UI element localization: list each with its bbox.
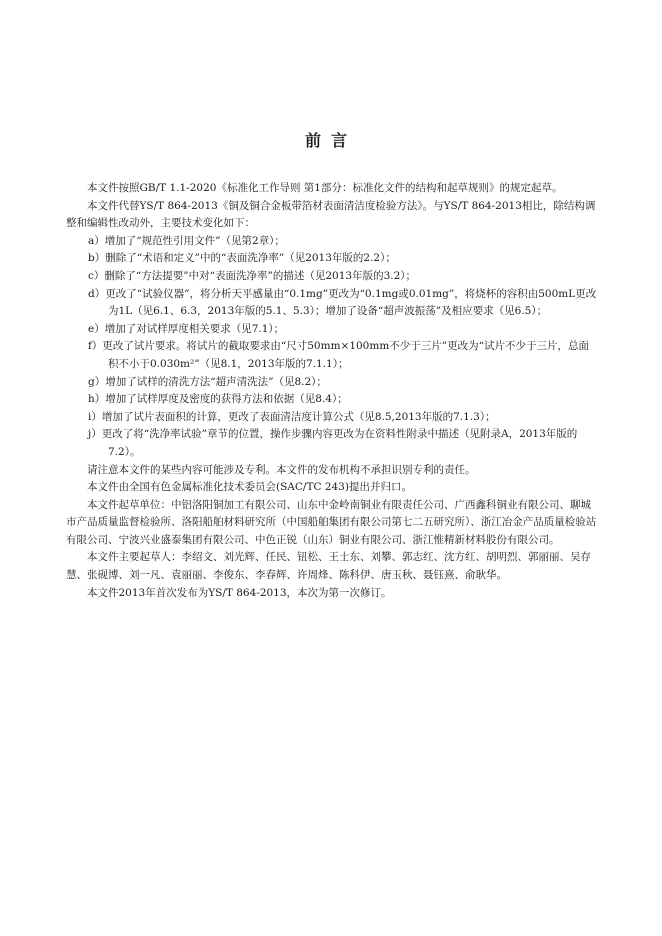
publication-history: 本文件2013年首次发布为YS/T 864-2013，本次为第一次修订。 xyxy=(87,586,392,599)
change-item-b: b）删除了“术语和定义”中的“表面洗净率”（见2013年版的2.2）； xyxy=(88,252,396,265)
change-item-f: f）更改了试片要求。将试片的截取要求由“尺寸50mm×100mm不少于三片”更改为“试片不少于三片，总面积不小于0.030m²”（见8.1，2013年版的7.1.1）； xyxy=(88,340,590,370)
change-item-e: e）增加了对试样厚度相关要求（见7.1）； xyxy=(88,322,285,335)
patent-notice: 请注意本文件的某些内容可能涉及专利。本文件的发布机构不承担识别专利的责任。 xyxy=(87,463,476,476)
change-item-g: g）增加了试样的清洗方法“超声清洗法”（见8.2）； xyxy=(88,375,327,388)
foreword-body xyxy=(66,180,598,602)
drafting-units: 本文件起草单位：中铝洛阳铜加工有限公司、山东中金岭南铜业有限责任公司、广西鑫科铜业有限公司、聊城市产品质量监督检验所、洛阳船舶材料研究所（中国船舶集团有限公司第七二五研究所）、浙江冶金产品质量检验站有限公司、宁波兴业盛泰集团有限公司、中色正锐（山东）铜业有限公司、浙江惟精新材料股份有限公司。 xyxy=(66,498,597,546)
change-item-h: h）增加了试样厚度及密度的获得方法和依据（见8.4）； xyxy=(88,393,348,406)
intro-paragraph-2: 本文件代替YS/T 864-2013《铜及铜合金板带箔材表面清洁度检验方法》。与YS/T 864-2013相比，除结构调整和编辑性改动外，主要技术变化如下： xyxy=(66,199,596,230)
change-item-a: a）增加了“规范性引用文件”（见第2章）； xyxy=(88,234,285,247)
page-title: 前言 xyxy=(304,131,357,150)
intro-paragraph-1: 本文件按照GB/T 1.1-2020《标准化工作导则 第1部分：标准化文件的结构和起草规则》的规定起草。 xyxy=(87,182,563,194)
proposer-statement: 本文件由全国有色金属标准化技术委员会(SAC/TC 243)提出并归口。 xyxy=(87,481,412,494)
change-item-i: i）增加了试片表面积的计算，更改了表面清洁度计算公式（见8.5,2013年版的7.1.3）； xyxy=(88,410,496,423)
change-item-j: j）更改了将“洗净率试验”章节的位置，操作步骤内容更改为在资料性附录中描述（见附录A，2013年版的7.2）。 xyxy=(88,428,578,458)
change-item-d: d）更改了“试验仪器”，将分析天平感量由“0.1mg”更改为“0.1mg或0.01mg”，将烧杯的容积由500mL更改为1L（见6.1、6.3，2013年版的5.1、5.3）；增加了设备“超声波振荡”及相应要求（见6.5）； xyxy=(88,287,597,318)
change-item-c: c）删除了“方法提要”中对“表面洗净率”的描述（见2013年版的3.2）； xyxy=(88,269,417,282)
main-drafters: 本文件主要起草人：李绍文、刘光辉、任民、钮松、王士东、刘攀、郭志红、沈方红、胡明烈、郭丽丽、吴存慧、张砚博、刘一凡、袁丽丽、李俊东、李春辉、许周烽、陈科伊、唐玉秋、聂钰熹、俞耿华。 xyxy=(66,551,591,582)
